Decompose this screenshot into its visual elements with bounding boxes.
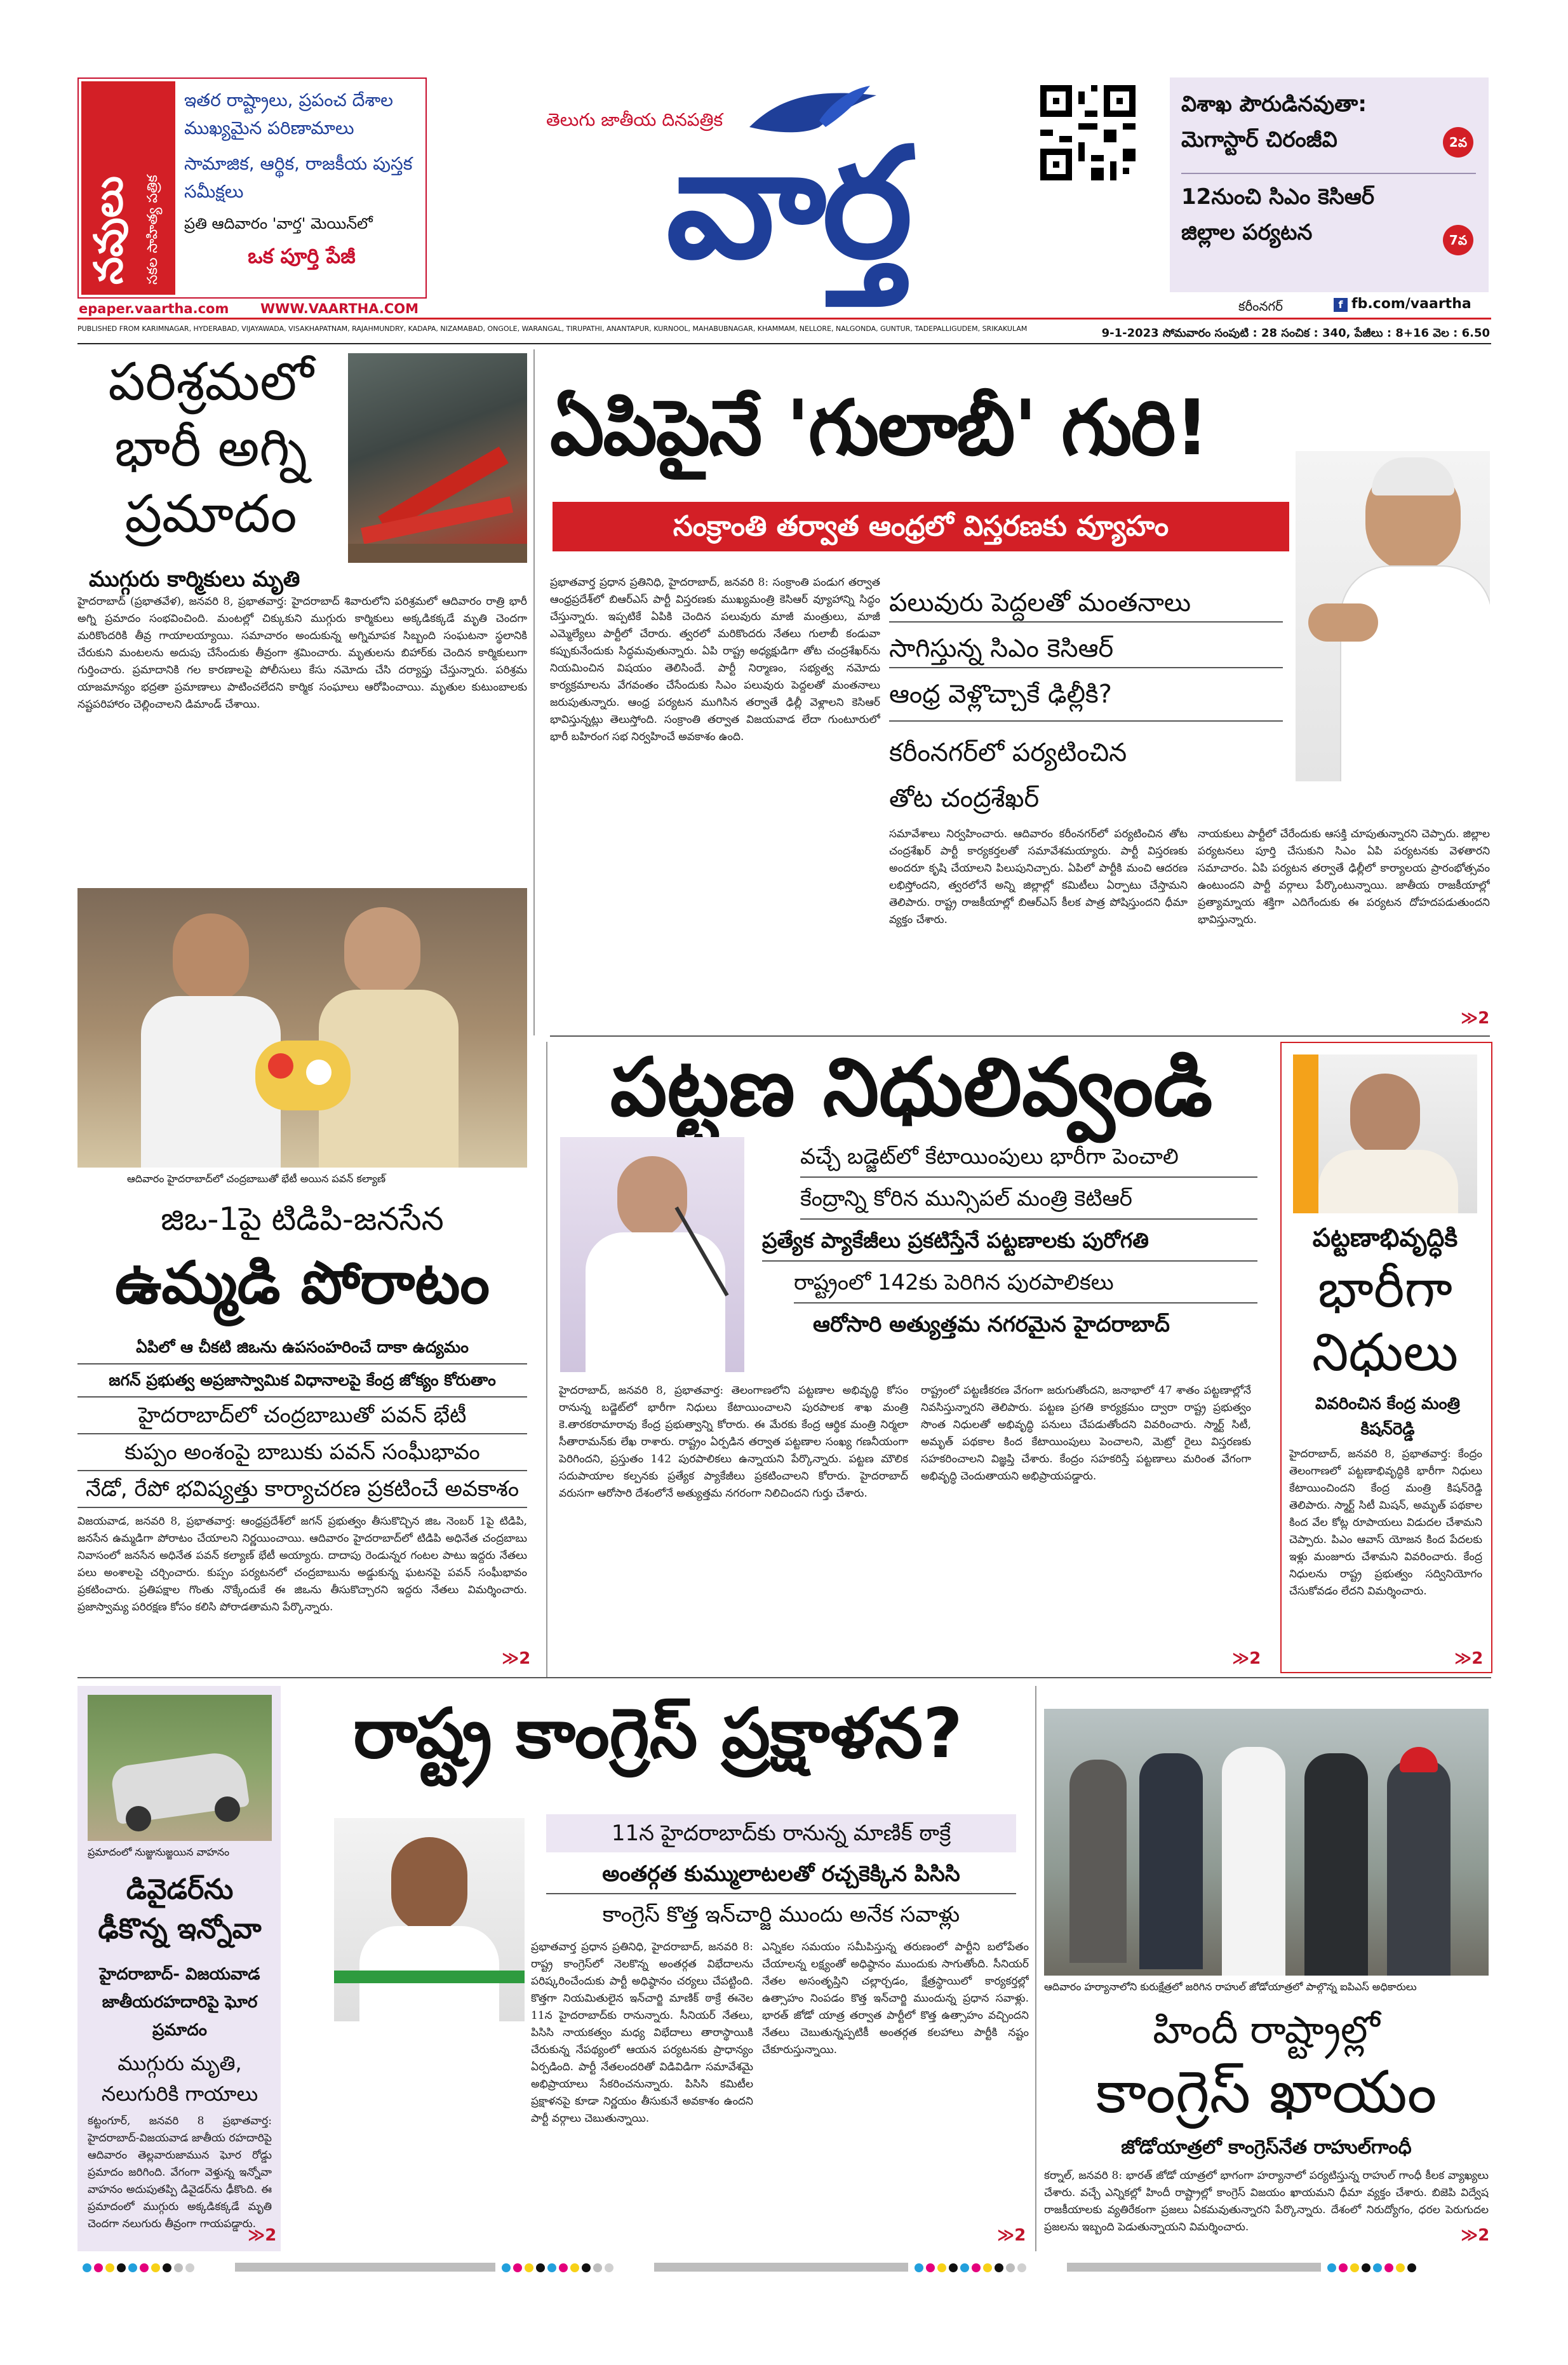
column-rule-2 (546, 1042, 547, 1677)
kishan-photo (1293, 1054, 1477, 1213)
promo-sunday: ప్రతి ఆదివారం 'వార్త' మెయిన్‌లో (184, 215, 373, 232)
section-rule (77, 1677, 1491, 1678)
lead-deck-text: సంక్రాంతి తర్వాత ఆంధ్రలో విస్తరణకు వ్యూహం (673, 510, 1169, 542)
funds-point-1: వచ్చే బడ్జెట్‌లో కేటాయింపులు భారీగా పెంచాలి (800, 1137, 1257, 1178)
promo-full-page: ఒక పూర్తి పేజీ (248, 244, 356, 268)
registration-gray-1 (235, 2263, 495, 2272)
hindi-body: కర్నాల్, జనవరి 8: భారత్ జోడో యాత్రలో భాగంగా హర్యానాలో పర్యటిస్తున్న రాహుల్ గాంధీ కీలక వ్యాఖ్యలు చేశారు. వచ్చే ఎన్నికల్లో హిందీ రాష్ట్రాల్లో కాంగ్రెస్ విజయం ఖాయమని ధీమా వ్యక్తం చేశారు. బిజెపి విద్వేష రాజకీయాలకు వ్యతిరేకంగా ప్రజలు ఏకమవుతున్నారని పేర్కొన్నారు. దేశంలో నిరుద్యోగం, ధరల పెరుగుదల ప్రజలను ఇబ్బంది పెడుతున్నాయని విమర్శించారు. (1044, 2169, 1489, 2234)
fire-headline: పరిశ్రమలో భారీ అగ్ని ప్రమాదం (108, 352, 314, 544)
accident-headline: డివైడర్‌ను ఢీకొన్న ఇన్నోవా (98, 1873, 262, 1945)
tdp-point-1: ఏపిలో ఆ చీకటి జిఒను ఉపసంహరించే దాకా ఉద్యమం (77, 1331, 527, 1364)
promo-box (77, 77, 427, 316)
lead-point-2: సాగిస్తున్న సిఎం కెసిఆర్ (889, 634, 1114, 663)
promo-line-2: సామాజిక, ఆర్థిక, రాజకీయ పుస్తక సమీక్షలు (184, 153, 413, 202)
fire-body: హైదరాబాద్ (ప్రభాతవేళ), జనవరి 8, ప్రభాతవార్త: హైదరాబాద్ శివారులోని పరిశ్రమలో ఆదివారం రాత్రి భారీ అగ్ని ప్రమాదం సంభవించింది. మంటల్లో చిక్కుకుని ముగ్గురు కార్మికులు అక్కడికక్కడే మృతి చెందగా మరికొందరికి తీవ్ర గాయాలయ్యాయి. సమాచారం అందుకున్న అగ్నిమాపక సిబ్బంది సంఘటనా స్థలానికి చేరుకుని మంటలను అదుపు చేసేందుకు తీవ్రంగా శ్రమించారు. మృతులను బిహార్‌కు చెందిన కార్మికులుగా గుర్తించారు. ప్రమాదానికి గల కారణాలపై పోలీసులు కేసు నమోదు చేసి దర్యాప్తు చేస్తున్నారు. పరిశ్రమ యాజమాన్యం భద్రతా ప్రమాణాలు పాటించలేదని కార్మిక సంఘాలు ఆరోపించాయి. మృతుల కుటుంబాలకు నష్టపరిహారం చెల్లించాలని డిమాండ్ చేశాయి. (77, 595, 527, 711)
manikrao-photo (334, 1818, 525, 2021)
registration-bar-4 (1327, 2263, 1419, 2275)
jodo-yatra-photo (1044, 1709, 1489, 1976)
hindi-continued[interactable]: ≫2 (1461, 2226, 1490, 2245)
lead-body-2: సమావేశాలు నిర్వహించారు. ఆదివారం కరీంనగర్‌లో పర్యటించిన తోట చంద్రశేఖర్ పార్టీ కార్యకర్తలతో సమావేశమయ్యారు. పార్టీ విస్తరణకు అందరూ కృషి చేయాలని పిలుపునిచ్చారు. ఏపిలో పార్టీకి మంచి ఆదరణ లభిస్తోందని, త్వరలోనే అన్ని జిల్లాల్లో కమిటీలు ఏర్పాటు చేస్తామని తెలిపారు. రాష్ట్ర రాజకీయాల్లో బిఆర్ఎస్ కీలక పాత్ర పోషిస్తుందని ధీమా వ్యక్తం చేశారు. (889, 828, 1188, 926)
masthead-rule (77, 318, 1491, 320)
facebook-link[interactable] (1334, 296, 1471, 312)
congress-body: ప్రభాతవార్త ప్రధాన ప్రతినిధి, హైదరాబాద్, జనవరి 8: రాష్ట్ర కాంగ్రెస్‌లో నెలకొన్న అంతర్గత విభేదాలను పరిష్కరించేందుకు పార్టీ అధిష్ఠానం చర్యలు చేపట్టింది. కొత్తగా నియమితులైన ఇన్‌చార్జి మాణిక్ ఠాక్రే ఈనెల 11న హైదరాబాద్‌కు రానున్నారు. సీనియర్ నేతలు, పిసిసి నాయకత్వం మధ్య విభేదాలు తారాస్థాయికి చేరుకున్న నేపథ్యంలో ఆయన పర్యటనకు ప్రాధాన్యం ఏర్పడింది. పార్టీ నేతలందరితో విడివిడిగా సమావేశమై అభిప్రాయాలు సేకరించనున్నారు. పిసిసి కమిటీల ప్రక్షాళనపై కూడా నిర్ణయం తీసుకునే అవకాశం ఉందని పార్టీ వర్గాలు చెబుతున్నాయి. (531, 1941, 753, 2125)
accident-caption: ప్రమాదంలో నుజ్జునుజ్జయిన వాహనం (88, 1846, 230, 1858)
hindi-headline-1: హిందీ రాష్ట్రాల్లో (1153, 2008, 1380, 2052)
lead-continued[interactable]: ≫2 (1461, 1009, 1490, 1028)
lead-point-4: కరీంనగర్‌లో పర్యటించిన (889, 738, 1127, 767)
kcr-photo (1296, 451, 1490, 781)
registration-gray-2b (654, 2263, 908, 2272)
funds-body-2: రాష్ట్రంలో పట్టణీకరణ వేగంగా జరుగుతోందని, జనాభాలో 47 శాతం పట్టణాల్లోనే నివసిస్తున్నారని తెలిపారు. పట్టణ ప్రగతి కార్యక్రమం ద్వారా రాష్ట్ర ప్రభుత్వం సొంత నిధులతో అభివృద్ధి పనులు చేపడుతోందని వివరించారు. స్మార్ట్ సిటీ, అమృత్ పథకాల కింద కేటాయింపులు పెంచాలని, మెట్రో రైలు విస్తరణకు సహకరించాలని విజ్ఞప్తి చేశారు. కేంద్రం సహకరిస్తే పట్టణాలు మరింత వేగంగా అభివృద్ధి చెందుతాయని అభిప్రాయపడ్డారు. (921, 1384, 1251, 1483)
promo-url-2[interactable]: WWW.VAARTHA.COM (260, 301, 419, 316)
accident-sub: హైదరాబాద్- విజయవాడ జాతీయరహదారిపై ఘోర ప్రమాదం (99, 1965, 260, 2040)
lead-point-rule-3 (889, 720, 1283, 722)
tdp-photo (77, 888, 527, 1168)
registration-bar-2 (502, 2263, 616, 2275)
column-rule-1 (533, 349, 535, 1035)
congress-body-2: ఎన్నికల సమయం సమీపిస్తున్న తరుణంలో పార్టీని బలోపేతం చేయాలన్న లక్ష్యంతో అధిష్ఠానం ముందుకు సాగుతోంది. సీనియర్ నేతల అసంతృప్తిని చల్లార్చడం, క్షేత్రస్థాయిలో కార్యకర్తల్లో ఉత్సాహం నింపడం కొత్త ఇన్‌చార్జి ముందున్న ప్రధాన సవాళ్లు. భారత్ జోడో యాత్ర తర్వాత పార్టీలో కొత్త ఉత్సాహం వచ్చిందని నేతలు చెబుతున్నప్పటికీ అంతర్గత కలహాలు పార్టీకి నష్టం చేకూరుస్తున్నాయి. (762, 1941, 1029, 2056)
accident-photo (88, 1695, 272, 1841)
promo-line-1: ఇతర రాష్ట్రాలు, ప్రపంచ దేశాల ముఖ్యమైన పరిణామాలు (184, 90, 393, 138)
kishan-body: హైదరాబాద్, జనవరి 8, ప్రభాతవార్త: కేంద్రం తెలంగాణలో పట్టణాభివృద్ధికి భారీగా నిధులు కేటాయించిందని కేంద్ర మంత్రి కిషన్‌రెడ్డి తెలిపారు. స్మార్ట్ సిటీ మిషన్, అమృత్ పథకాల కింద వేల కోట్ల రూపాయలు విడుదల చేశామని చెప్పారు. పిఎం ఆవాస్ యోజన కింద పేదలకు ఇళ్లు మంజూరు చేశామని వివరించారు. కేంద్ర నిధులను రాష్ట్ర ప్రభుత్వం సద్వినియోగం చేసుకోవడం లేదని విమర్శించారు. (1289, 1448, 1482, 1598)
right-promo-item-1[interactable] (1181, 86, 1435, 158)
facebook-url: fb.com/vaartha (1351, 296, 1471, 312)
funds-point-2: కేంద్రాన్ని కోరిన మున్సిపల్ మంత్రి కెటిఆర్ (800, 1179, 1257, 1220)
lead-point-1: పలువురు పెద్దలతో మంతనాలు (889, 588, 1191, 617)
right-promo-item-1-text: విశాఖ పౌరుడినవుతా: మెగాస్టార్ చిరంజీవి (1181, 91, 1367, 152)
masthead-tagline: తెలుగు జాతీయ దినపత్రిక (546, 109, 723, 130)
tdp-point-2: జగన్ ప్రభుత్వ అప్రజాస్వామిక విధానాలపై కేంద్ర జోక్యం కోరుతాం (77, 1364, 527, 1398)
dateline-rule (77, 343, 1491, 344)
tdp-point-3: హైదరాబాద్‌లో చంద్రబాబుతో పవన్ భేటీ (77, 1398, 527, 1434)
lead-deck (553, 502, 1289, 551)
column-rule-3 (1035, 1686, 1036, 2251)
right-promo-item-2-text: 12నుంచి సిఎం కెసిఆర్ జిల్లాల పర్యటన (1181, 184, 1375, 245)
right-promo-divider (1181, 173, 1476, 174)
promo-badge (81, 81, 175, 295)
funds-point-4: రాష్ట్రంలో 142కు పెరిగిన పురపాలికలు (794, 1263, 1257, 1304)
lead-headline: ఏపిపైనే 'గులాబీ' గురి! (550, 384, 1209, 473)
registration-gray-3 (1067, 2263, 1321, 2272)
right-promo-page-badge-2: 7వ (1443, 225, 1473, 255)
congress-point-3: కాంగ్రెస్ కొత్త ఇన్‌చార్జి ముందు అనేక సవాళ్లు (602, 1902, 960, 1927)
tdp-caption: ఆదివారం హైదరాబాద్‌లో చంద్రబాబుతో భేటీ అయిన పవన్ కల్యాణ్ (127, 1173, 386, 1185)
right-promo-page-badge-1: 2వ (1443, 127, 1473, 158)
jodo-caption: ఆదివారం హర్యానాలోని కురుక్షేత్రలో జరిగిన రాహుల్ జోడోయాత్రలో పాల్గొన్న ఐపిఎస్ అధికారులు (1044, 1981, 1417, 1993)
promo-badge-small: సకల సాహిత్య పత్రిక (145, 175, 161, 285)
qr-code-icon (1040, 85, 1136, 180)
lead-body: ప్రభాతవార్త ప్రధాన ప్రతినిధి, హైదరాబాద్, జనవరి 8: సంక్రాంతి పండుగ తర్వాత ఆంధ్రప్రదేశ్‌లో బిఆర్ఎస్ పార్టీ విస్తరణకు ముఖ్యమంత్రి కెసిఆర్ వ్యూహాన్ని సిద్ధం చేస్తున్నారు. ఇప్పటికే ఏపికి చెందిన పలువురు మాజీ మంత్రులు, మాజీ ఎమ్మెల్యేలు పార్టీలో చేరారు. త్వరలో మరికొందరు నేతలు గులాబీ కండువా కప్పుకునేందుకు సిద్ధమవుతున్నారు. ఏపి రాష్ట్ర అధ్యక్షుడిగా తోట చంద్రశేఖర్‌ను నియమించిన విషయం తెలిసిందే. పార్టీ నిర్మాణం, సభ్యత్వ నమోదు కార్యక్రమాలను వేగవంతం చేసేందుకు సిఎం పలువురు పెద్దలతో మంతనాలు జరుపుతున్నారు. ఆంధ్ర పర్యటన ముగిసిన తర్వాతే ఢిల్లీ వెళ్లాలని కెసిఆర్ భావిస్తున్నట్లు తెలుస్తోంది. సంక్రాంతి తర్వాత విజయవాడ లేదా గుంటూరులో భారీ బహిరంగ సభ నిర్వహించే అవకాశం ఉంది. (550, 576, 880, 743)
tdp-point-5: నేడో, రేపో భవిష్యత్తు కార్యాచరణ ప్రకటించే అవకాశం (77, 1471, 527, 1508)
edition-name: కరీంనగర్ (1238, 299, 1283, 314)
funds-body: హైదరాబాద్, జనవరి 8, ప్రభాతవార్త: తెలంగాణలోని పట్టణాల అభివృద్ధి కోసం రానున్న బడ్జెట్‌లో భారీగా నిధులు కేటాయించాలని పురపాలక శాఖ మంత్రి కె.తారకరామారావు కేంద్ర ప్రభుత్వాన్ని కోరారు. ఈ మేరకు కేంద్ర ఆర్థిక మంత్రి నిర్మలా సీతారామన్‌కు లేఖ రాశారు. రాష్ట్రం ఏర్పడిన తర్వాత పట్టణాల సంఖ్య గణనీయంగా పెరిగిందని, ప్రస్తుతం 142 పురపాలికలు ఉన్నాయని పేర్కొన్నారు. పట్టణ మౌలిక సదుపాయాల కల్పనకు ప్రత్యేక ప్యాకేజీలు ప్రకటించాలని కోరారు. హైదరాబాద్ వరుసగా ఆరోసారి దేశంలోనే అత్యుత్తమ నగరంగా నిలిచిందని గుర్తు చేశారు. (559, 1384, 908, 1500)
right-promo-item-2[interactable] (1181, 179, 1435, 250)
congress-continued[interactable]: ≫2 (997, 2226, 1026, 2245)
registration-bar-1 (83, 2263, 197, 2275)
lead-point-3: ఆంధ్ర వెళ్లొచ్చాకే ఢిల్లీకి? (889, 680, 1113, 709)
lead-point-rule-2 (889, 667, 1283, 668)
kishan-headline-1: పట్టణాభివృద్ధికి (1312, 1223, 1458, 1253)
ktr-photo (560, 1137, 744, 1372)
hindi-headline-2: కాంగ్రెస్ ఖాయం (1096, 2058, 1437, 2126)
hindi-sub: జోడోయాత్రలో కాంగ్రెస్‌నేత రాహుల్‌గాంధీ (1121, 2136, 1412, 2159)
accident-continued[interactable]: ≫2 (248, 2226, 277, 2245)
lead-body-3: నాయకులు పార్టీలో చేరేందుకు ఆసక్తి చూపుతున్నారని చెప్పారు. జిల్లాల పర్యటనలు పూర్తి చేసుకుని సిఎం ఏపి పర్యటనకు వెళతారని సమాచారం. ఏపి పర్యటన తర్వాతే ఢిల్లీలో కార్యాలయ ప్రారంభోత్సవం ఉంటుందని పార్టీ వర్గాలు పేర్కొంటున్నాయి. జాతీయ రాజకీయాల్లో ప్రత్యామ్నాయ శక్తిగా ఎదిగేందుకు ఈ పర్యటన దోహదపడుతుందని భావిస్తున్నారు. (1198, 828, 1490, 926)
funds-point-3: ప్రత్యేక ప్యాకేజీలు ప్రకటిస్తేనే పట్టణాలకు పురోగతి (762, 1221, 1257, 1262)
funds-point-5: ఆరోసారి అత్యుత్తమ నగరమైన హైదరాబాద్ (813, 1312, 1170, 1337)
congress-headline: రాష్ట్ర కాంగ్రెస్ ప్రక్షాళన? (353, 1694, 963, 1774)
lead-point-rule-1 (889, 621, 1283, 623)
masthead-title: వార్త (666, 114, 909, 292)
kishan-continued[interactable]: ≫2 (1454, 1649, 1484, 1668)
fire-subhead: ముగ్గురు కార్మికులు మృతి (89, 567, 300, 592)
tdp-headline-1: జిఒ-1పై టిడిపి-జనసేన (161, 1201, 444, 1237)
kishan-headline-2: భారీగా నిధులు (1311, 1259, 1459, 1383)
lead-point-5: తోట చంద్రశేఖర్ (889, 784, 1040, 813)
published-from: PUBLISHED FROM KARIMNAGAR, HYDERABAD, VIJAYAWADA, VISAKHAPATNAM, RAJAHMUNDRY, KADAPA, NIZAMABAD, ONGOLE, WARANGAL, TIRUPATHI, ANANTAPUR, KURNOOL, MAHABUBNAGAR, KHAMMAM, NELLORE, NALGONDA, GUNTUR, TADEPALLIGUDEM, SRIKAKULAM (77, 325, 1028, 333)
fire-photo (348, 353, 527, 563)
tdp-headline-2: ఉమ్మడి పోరాటం (114, 1249, 490, 1317)
congress-point-1: 11న హైదరాబాద్‌కు రానున్న మాణిక్ ఠాక్రే (546, 1814, 1016, 1852)
registration-bar-3 (915, 2263, 1029, 2275)
accident-body: కట్టంగూర్, జనవరి 8 ప్రభాతవార్త: హైదరాబాద్-విజయవాడ జాతీయ రహదారిపై ఆదివారం తెల్లవారుజామున ఘోర రోడ్డు ప్రమాదం జరిగింది. వేగంగా వెళ్తున్న ఇన్నోవా వాహనం అదుపుతప్పి డివైడర్‌ను ఢీకొంది. ఈ ప్రమాదంలో ముగ్గురు అక్కడికక్కడే మృతి చెందగా నలుగురు తీవ్రంగా గాయపడ్డారు. (88, 2115, 272, 2230)
tdp-point-4: కుప్పం అంశంపై బాబుకు పవన్ సంఘీభావం (77, 1434, 527, 1471)
promo-url-1[interactable]: epaper.vaartha.com (79, 301, 229, 316)
tdp-body: విజయవాడ, జనవరి 8, ప్రభాతవార్త: ఆంధ్రప్రదేశ్‌లో జగన్ ప్రభుత్వం తీసుకొచ్చిన జిఒ నెంబర్ 1పై టిడిపి, జనసేన ఉమ్మడిగా పోరాటం చేయాలని నిర్ణయించాయి. ఆదివారం హైదరాబాద్‌లో టిడిపి అధినేత చంద్రబాబు నివాసంలో జనసేన అధినేత పవన్ కల్యాణ్ భేటీ అయ్యారు. దాదాపు రెండున్నర గంటల పాటు ఇద్దరు నేతలు పలు అంశాలపై చర్చించారు. కుప్పం పర్యటనలో చంద్రబాబును అడ్డుకున్న ఘటనపై పవన్ సంఘీభావం ప్రకటించారు. ప్రతిపక్షాల గొంతు నొక్కేందుకే ఈ జిఒను తీసుకొచ్చారని ఇద్దరు నేతలు విమర్శించారు. ప్రజాస్వామ్య పరిరక్షణ కోసం కలిసి పోరాడతామని పేర్కొన్నారు. (77, 1515, 527, 1614)
congress-point-2: అంతర్గత కుమ్ములాటలతో రచ్చకెక్కిన పిసిసి (546, 1855, 1016, 1894)
right-promo-box (1170, 77, 1489, 292)
promo-badge-big: నవులు (85, 176, 131, 285)
tdp-continued[interactable]: ≫2 (502, 1649, 531, 1668)
funds-headline: పట్టణ నిధులివ్వండి (610, 1041, 1213, 1134)
kishan-sub: వివరించిన కేంద్ర మంత్రి కిషన్‌రెడ్డి (1315, 1394, 1460, 1439)
accident-sub-2: ముగ్గురు మృతి, నలుగురికి గాయాలు (101, 2051, 258, 2106)
funds-continued[interactable]: ≫2 (1232, 1649, 1261, 1668)
dateline: 9-1-2023 సోమవారం సంపుటి : 28 సంచిక : 340, పేజీలు : 8+16 వెల : 6.50 (1101, 327, 1490, 340)
facebook-icon: f (1334, 298, 1348, 312)
